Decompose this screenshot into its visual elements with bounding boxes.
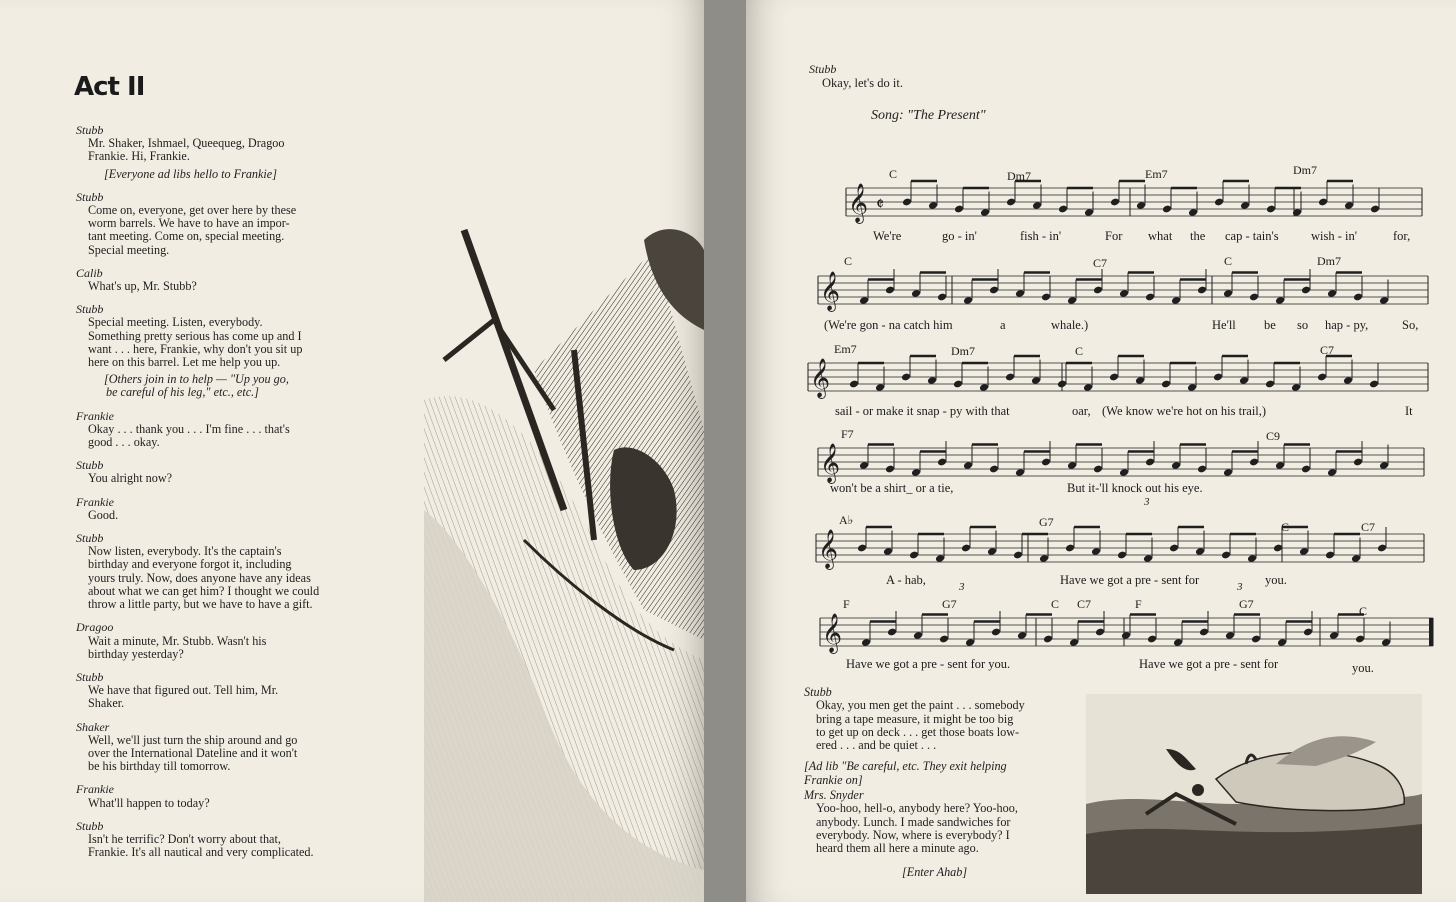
treble-clef-icon: 𝄞 (822, 613, 843, 653)
chord-name: F7 (841, 427, 854, 441)
treble-clef-icon: 𝄞 (848, 183, 869, 223)
dialogue-line: Okay, you men get the paint . . . somebody (816, 698, 1025, 713)
speaker-name: Stubb (76, 458, 104, 473)
speaker-name: Shaker (76, 719, 110, 734)
speech-block (76, 459, 426, 485)
dialogue-line: birthday yesterday? (88, 646, 184, 661)
lyric: go - in' (942, 229, 977, 243)
chord-name: C7 (1093, 256, 1108, 270)
chord-name: C9 (1266, 429, 1281, 443)
song-title: Song: "The Present" (871, 108, 986, 123)
left-page (0, 0, 704, 902)
speaker-name: Stubb (76, 189, 104, 204)
lyric: A - hab, (886, 573, 926, 587)
speaker-name: Stubb (76, 302, 104, 317)
dialogue-line: Special meeting. Listen, everybody. (88, 315, 263, 330)
dialogue-line: here on this barrel. Let me help you up. (88, 355, 281, 370)
chord-name: Dm7 (1317, 254, 1341, 268)
chord-name: G7 (1039, 515, 1054, 529)
speaker-name: Calib (76, 265, 103, 280)
speech-block (76, 621, 426, 661)
lyric: for, (1393, 229, 1411, 243)
speaker-name: Frankie (76, 494, 114, 509)
lyric: won't be a shirt_ or a tie, (830, 481, 954, 495)
dialogue-line: tant meeting. Come on, special meeting. (88, 229, 285, 244)
speaker-name: Stubb (809, 62, 837, 76)
chord-name: G7 (1239, 597, 1254, 611)
dialogue-line: Okay . . . thank you . . . I'm fine . . . that's (88, 421, 290, 436)
speech-block (76, 410, 426, 450)
stage-direction: [Enter Ahab] (902, 864, 968, 879)
chord-name: C (1281, 520, 1290, 534)
right-page (746, 0, 1456, 902)
lyric: so (1297, 318, 1309, 332)
dialogue-line: over the International Dateline and it won't (88, 745, 298, 760)
script-column (804, 686, 1074, 879)
act-title: Act II (74, 72, 145, 102)
chord-name: C7 (1361, 520, 1376, 534)
lyric: Have we got a pre - sent for you. (846, 657, 1011, 671)
lyric: what (1148, 229, 1173, 243)
dialogue-line: anybody. Lunch. I made sandwiches for (816, 814, 1011, 829)
stage-direction: be careful of his leg," etc., etc.] (106, 385, 259, 400)
chord-name: Em7 (834, 342, 857, 356)
lyric: you. (1265, 573, 1287, 587)
lyric: wish - in' (1311, 229, 1358, 243)
chord-name: G7 (942, 597, 957, 611)
dialogue-line: We have that figured out. Tell him, Mr. (88, 683, 279, 698)
dialogue-line: Special meeting. (88, 242, 170, 257)
dialogue-line: Frankie. Hi, Frankie. (88, 149, 190, 164)
speaker-name: Stubb (804, 685, 832, 699)
chord-name: C (1051, 597, 1060, 611)
dialogue-line: to get up on deck . . . get those boats low- (816, 724, 1020, 739)
lyric: But it-'ll knock out his eye. (1067, 481, 1203, 495)
dialogue-line: ered . . . and be quiet . . . (816, 738, 937, 753)
lyric: So, (1402, 318, 1419, 332)
dialogue-line: heard them all here a minute ago. (816, 841, 979, 856)
dialogue-line: Wait a minute, Mr. Stubb. Wasn't his (88, 633, 267, 648)
triplet-mark: 3 (1237, 581, 1243, 593)
chord-name: C7 (1320, 343, 1335, 357)
final-bar-line (1429, 618, 1433, 646)
dialogue-line: bring a tape measure, it might be too big (816, 711, 1014, 726)
lyric: We're (873, 229, 902, 243)
dialogue-line: Good. (88, 507, 119, 522)
lyric: the (1190, 229, 1206, 243)
chord-name: Em7 (1145, 167, 1168, 181)
chord-name: F (1135, 597, 1142, 611)
speech-block (76, 721, 426, 774)
treble-clef-icon: 𝄞 (820, 443, 841, 483)
speaker-name: Frankie (76, 408, 114, 423)
speech-block (76, 783, 426, 809)
treble-clef-icon: 𝄞 (810, 358, 831, 398)
speaker-name: Stubb (76, 669, 104, 684)
dialogue-line: be his birthday till tomorrow. (88, 759, 231, 774)
dialogue-line: What'll happen to today? (88, 795, 210, 810)
speaker-name: Stubb (76, 818, 104, 833)
whaleboat-engraving (424, 210, 704, 902)
speech-block (76, 303, 426, 399)
lyric: Have we got a pre - sent for (1060, 573, 1200, 587)
lyric: Have we got a pre - sent for (1139, 657, 1279, 671)
dialogue-line: want . . . here, Frankie, why don't you sit up (88, 341, 303, 356)
dialogue-line: Come on, everyone, get over here by these (88, 203, 297, 218)
dialogue-line: You alright now? (88, 471, 173, 486)
lyric: you. (1352, 661, 1374, 675)
whale-engraving (1086, 694, 1422, 894)
treble-clef-icon: 𝄞 (818, 529, 839, 569)
lyric: cap - tain's (1225, 229, 1279, 243)
lyric: (We know we're hot on his trail,) (1102, 404, 1267, 418)
speech-block (76, 496, 426, 522)
speaker-name: Stubb (76, 123, 104, 137)
chord-name: C (1224, 254, 1233, 268)
dialogue-line: good . . . okay. (88, 435, 160, 450)
lyric: hap - py, (1325, 318, 1369, 332)
stage-direction: [Others join in to help — "Up you go, (104, 372, 289, 387)
speaker-name: Frankie (76, 782, 114, 797)
chord-name: Dm7 (951, 344, 975, 358)
lyric: sail - or make it snap - py with that (835, 404, 1010, 418)
lyric: a (1000, 318, 1006, 332)
lyric: oar, (1072, 404, 1091, 418)
dialogue-line: Mr. Shaker, Ishmael, Queequeg, Dragoo (88, 136, 285, 151)
lyric: whale.) (1051, 318, 1089, 332)
speech-block (76, 532, 426, 611)
stage-direction: [Everyone ad libs hello to Frankie] (104, 166, 277, 181)
chord-name: C (844, 254, 853, 268)
lyric: fish - in' (1020, 229, 1062, 243)
dialogue-line: worm barrels. We have to have an impor- (88, 216, 290, 231)
lyric: For (1105, 229, 1123, 243)
triplet-mark: 3 (1144, 496, 1150, 508)
chord-name: Dm7 (1293, 163, 1317, 177)
chord-name: Dm7 (1007, 169, 1031, 183)
speaker-name: Stubb (76, 531, 104, 546)
speaker-name: Mrs. Snyder (804, 788, 864, 803)
lyric: It (1405, 404, 1413, 418)
dialogue-line: Shaker. (88, 696, 125, 711)
dialogue-line: Frankie. It's all nautical and very complicated. (88, 845, 314, 860)
dialogue-line: everybody. Now, where is everybody? I (816, 827, 1010, 842)
chord-name: C (1359, 604, 1368, 618)
dialogue-line: Now listen, everybody. It's the captain's (88, 544, 282, 559)
common-time-icon: 𝄵 (876, 194, 885, 215)
speech-block (76, 820, 426, 860)
dialogue-line: about what we can get him? I thought we could (88, 583, 320, 598)
dialogue-line: birthday and everyone forgot it, including (88, 557, 292, 572)
treble-clef-icon: 𝄞 (820, 271, 841, 311)
stage-direction: [Ad lib "Be careful, etc. They exit helping (804, 759, 1007, 774)
speech-block (76, 267, 426, 293)
dialogue-line: What's up, Mr. Stubb? (88, 279, 197, 294)
chord-name: C7 (1077, 597, 1092, 611)
speech-block (76, 191, 426, 257)
lyric: (We're gon - na catch him (824, 318, 953, 332)
speech-block (76, 124, 426, 181)
chord-name: C (889, 167, 898, 181)
script-column (76, 124, 426, 869)
speech-block (76, 671, 426, 711)
dialogue-line: Well, we'll just turn the ship around and go (88, 732, 298, 747)
stage-direction: Frankie on] (804, 772, 863, 787)
lyric: He'll (1212, 318, 1236, 332)
dialogue-line: Something pretty serious has come up and I (88, 328, 302, 343)
dialogue-line: throw a little party, but we have to have a gift. (88, 597, 313, 612)
lyric: be (1264, 318, 1276, 332)
dialogue-line: yours truly. Now, does anyone have any ideas (88, 570, 311, 585)
speaker-name: Dragoo (76, 620, 114, 635)
dialogue-line: Yoo-hoo, hell-o, anybody here? Yoo-hoo, (816, 801, 1018, 816)
dialogue-line: Isn't he terrific? Don't worry about that, (88, 831, 281, 846)
chord-name: A♭ (839, 513, 854, 527)
dialogue-line: Okay, let's do it. (822, 76, 903, 90)
triplet-mark: 3 (959, 581, 965, 593)
chord-name: F (843, 597, 850, 611)
chord-name: C (1075, 344, 1084, 358)
